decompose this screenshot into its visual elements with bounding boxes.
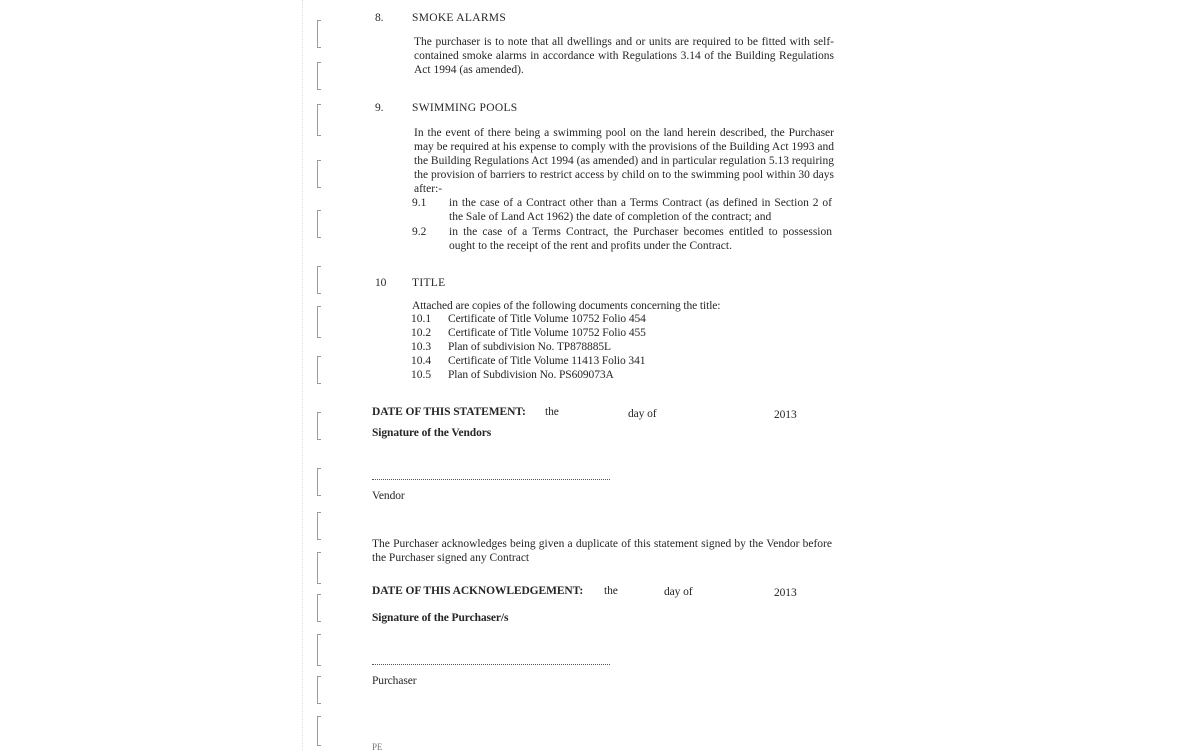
binding-mark [317,210,321,238]
list-item-text: Plan of subdivision No. TP878885L [448,341,611,353]
acknowledgement-year: 2013 [774,587,797,599]
vendor-role-label: Vendor [372,490,405,502]
list-item-text: in the case of a Contract other than a Terms Contract (as defined in Section 2 of the Sale of Land Act 1962) the date of completion of the contract; and [449,197,832,223]
acknowledgement-date-label: DATE OF THIS ACKNOWLEDGEMENT: [372,585,584,597]
list-item-number: 9.1 [412,197,427,209]
statement-date-the: the [545,406,559,418]
binding-mark [317,634,321,666]
section-heading: SWIMMING POOLS [412,102,518,114]
acknowledgement-day-of: day of [664,586,693,598]
list-item-text: Plan of Subdivision No. PS609073A [448,369,614,381]
statement-day-of: day of [628,408,657,420]
footer-mark: PE [372,742,383,752]
purchaser-signature-line [372,664,610,665]
list-item-number: 10.4 [411,355,432,367]
purchaser-signature-label: Signature of the Purchaser/s [372,612,509,624]
binding-mark [317,160,321,188]
binding-mark [317,62,321,90]
binding-mark [317,594,321,622]
section-number: 8. [375,12,384,24]
binding-mark [317,512,321,540]
section-number: 9. [375,102,384,114]
list-item-number: 10.5 [411,369,432,381]
section-number: 10 [375,277,387,289]
section-body: In the event of there being a swimming pool on the land herein described, the Purchaser may be required at his expense to comply with the provisions of the Building Act 1993 and the Building Regulations Act 1994 (as amended) and in particular regulation 5.13 requiring the provision of barriers to restrict access by child on to the swimming pool within 30 days after:- [414,127,834,195]
binding-mark [317,20,321,48]
vendor-signature-label: Signature of the Vendors [372,427,492,439]
list-item-text: Certificate of Title Volume 11413 Folio 341 [448,355,646,367]
list-item-number: 9.2 [412,226,427,238]
list-item-text: Certificate of Title Volume 10752 Folio 455 [448,327,646,339]
section-body: Attached are copies of the following documents concerning the title: [412,300,721,312]
binding-mark [317,468,321,496]
section-heading: SMOKE ALARMS [412,12,507,24]
acknowledgement-text: The Purchaser acknowledges being given a duplicate of this statement signed by the Vendor before the Purchaser signed any Contract [372,538,832,564]
list-item-number: 10.2 [411,327,432,339]
page-edge-line [302,0,303,750]
binding-mark [317,104,321,136]
list-item-number: 10.1 [411,313,432,325]
binding-mark [317,716,321,746]
purchaser-role-label: Purchaser [372,675,417,687]
binding-mark [317,552,321,584]
statement-year: 2013 [774,409,797,421]
binding-mark [317,676,321,704]
section-heading: TITLE [412,277,446,289]
binding-mark [317,356,321,384]
binding-mark [317,412,321,440]
list-item-text: Certificate of Title Volume 10752 Folio 454 [448,313,646,325]
statement-date-label: DATE OF THIS STATEMENT: [372,406,526,418]
binding-mark [317,306,321,338]
list-item-text: in the case of a Terms Contract, the Purchaser becomes entitled to possession ought to the receipt of the rent and profits under the Contract. [449,226,832,252]
binding-mark [317,266,321,294]
section-body: The purchaser is to note that all dwellings and or units are required to be fitted with self-contained smoke alarms in accordance with Regulations 3.14 of the Building Regulations Act 1994 (as amended). [414,36,834,76]
list-item-number: 10.3 [411,341,432,353]
acknowledgement-date-the: the [604,585,618,597]
vendor-signature-line [372,479,610,480]
